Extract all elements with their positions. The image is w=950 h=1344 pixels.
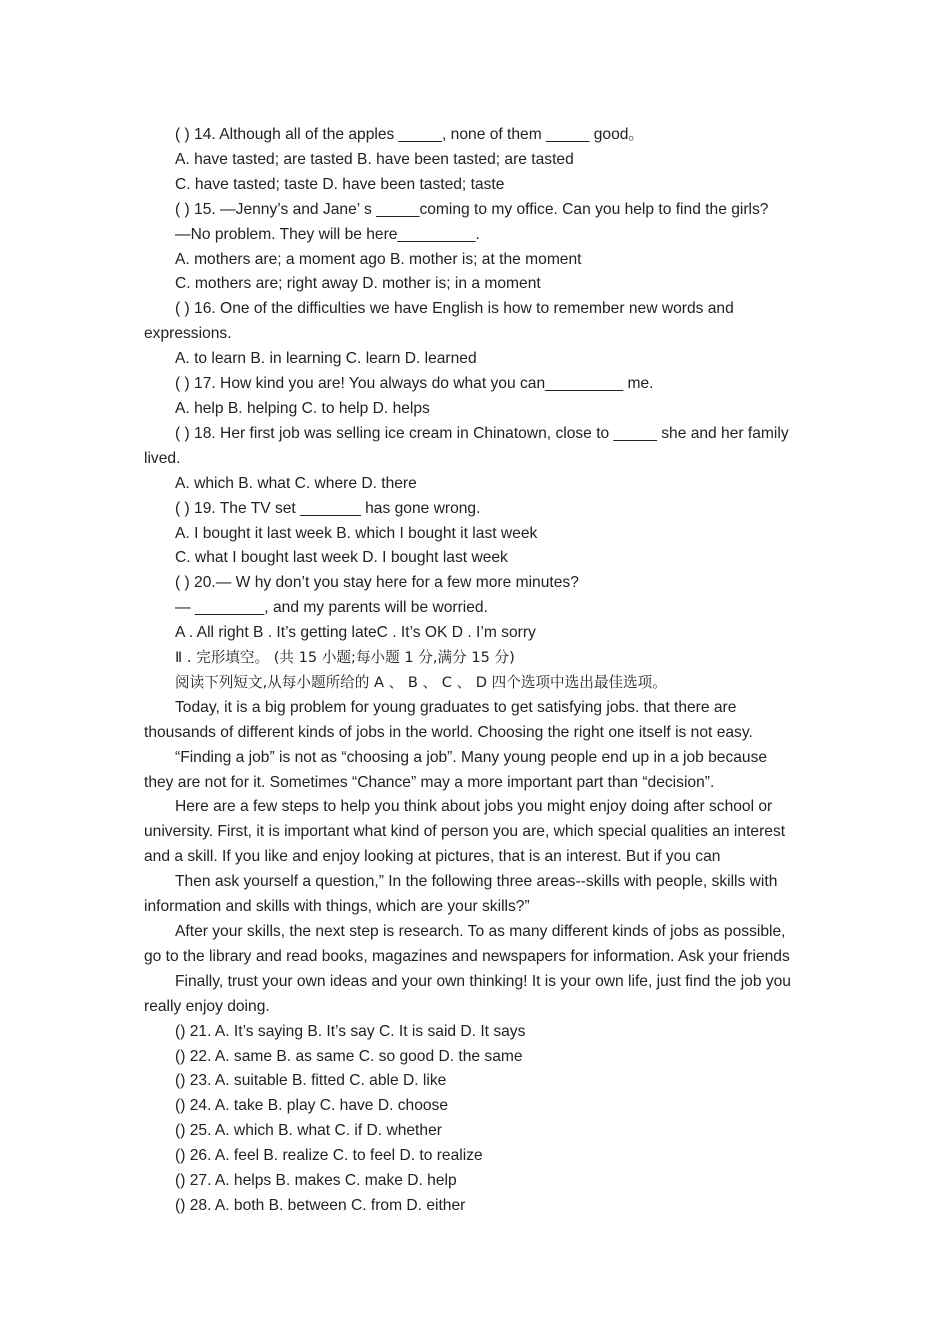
cloze-question-22: () 22. A. same B. as same C. so good D. the same — [175, 1047, 523, 1065]
cloze-question-27: () 27. A. helps B. makes C. make D. help — [175, 1172, 457, 1190]
q14-options-ab: A. have tasted; are tasted B. have been tasted; are tasted — [175, 150, 574, 168]
passage-line: “Finding a job” is not as “choosing a job”. Many young people end up in a job because — [175, 748, 768, 766]
question-18-cont: lived. — [144, 449, 181, 467]
question-14: ( ) 14. Although all of the apples _____, none of them _____ good。 — [175, 126, 645, 143]
passage-line: university. First, it is important what kind of person you are, which special qualities an interest — [144, 823, 786, 841]
q19-options-ab: A. I bought it last week B. which I bought it last week — [175, 524, 538, 542]
question-15: ( ) 15. —Jenny’s and Jane’ s _____coming to my office. Can you help to find the girls? — [175, 200, 769, 218]
question-16: ( ) 16. One of the difficulties we have English is how to remember new words and — [175, 300, 734, 318]
passage-line: After your skills, the next step is research. To as many different kinds of jobs as possible, — [175, 923, 786, 940]
question-19: ( ) 19. The TV set _______ has gone wrong. — [175, 499, 481, 517]
passage-line: Then ask yourself a question,” In the following three areas--skills with people, skills with — [175, 873, 778, 891]
q15-options-cd: C. mothers are; right away D. mother is; in a moment — [175, 275, 541, 293]
passage-line: and a skill. If you like and enjoy looking at pictures, that is an interest. But if you can — [144, 848, 721, 866]
question-16-cont: expressions. — [144, 325, 232, 343]
passage-line: Here are a few steps to help you think about jobs you might enjoy doing after school or — [175, 798, 773, 816]
cloze-question-21: () 21. A. It’s saying B. It’s say C. It is said D. It says — [175, 1022, 526, 1040]
q15-reply: —No problem. They will be here_________. — [175, 225, 480, 243]
section-instruction: 阅读下列短文,从每小题所给的 A 、 B 、 C 、 D 四个选项中选出最佳选项。 — [175, 673, 667, 691]
passage-line: Finally, trust your own ideas and your own thinking! It is your own life, just find the job you — [175, 972, 791, 990]
q15-options-ab: A. mothers are; a moment ago B. mother is; at the moment — [175, 250, 582, 268]
passage-line: Today, it is a big problem for young graduates to get satisfying jobs. that there are — [175, 698, 737, 716]
passage-line: really enjoy doing. — [144, 997, 270, 1015]
question-17: ( ) 17. How kind you are! You always do what you can_________ me. — [175, 375, 654, 393]
q17-options: A. help B. helping C. to help D. helps — [175, 399, 430, 417]
q14-options-cd: C. have tasted; taste D. have been tasted; taste — [175, 175, 505, 193]
cloze-question-25: () 25. A. which B. what C. if D. whether — [175, 1122, 442, 1140]
q20-options: A . All right B . It’s getting lateC . It’s OK D . I’m sorry — [175, 624, 536, 642]
cloze-question-23: () 23. A. suitable B. fitted C. able D. like — [175, 1072, 447, 1090]
section-heading: Ⅱ . 完形填空。 (共 15 小题;每小题 1 分,满分 15 分) — [175, 649, 515, 667]
cloze-question-26: () 26. A. feel B. realize C. to feel D. to realize — [175, 1147, 483, 1165]
q20-reply: — ________, and my parents will be worried. — [175, 599, 488, 617]
passage-line: they are not for it. Sometimes “Chance” may a more important part than “decision”. — [144, 773, 715, 791]
q19-options-cd: C. what I bought last week D. I bought last week — [175, 549, 508, 567]
cloze-question-24: () 24. A. take B. play C. have D. choose — [175, 1097, 449, 1115]
document-page — [144, 123, 816, 1219]
cloze-question-28: () 28. A. both B. between C. from D. either — [175, 1196, 466, 1214]
q18-options: A. which B. what C. where D. there — [175, 474, 417, 492]
passage-line: thousands of different kinds of jobs in the world. Choosing the right one itself is not easy. — [144, 723, 753, 741]
q16-options: A. to learn B. in learning C. learn D. learned — [175, 350, 477, 368]
passage-line: go to the library and read books, magazines and newspapers for information. Ask your friends — [144, 947, 790, 965]
passage-line: information and skills with things, which are your skills?” — [144, 898, 530, 916]
question-20: ( ) 20.— W hy don’t you stay here for a few more minutes? — [175, 574, 579, 592]
question-18: ( ) 18. Her first job was selling ice cream in Chinatown, close to _____ she and her family — [175, 424, 789, 442]
